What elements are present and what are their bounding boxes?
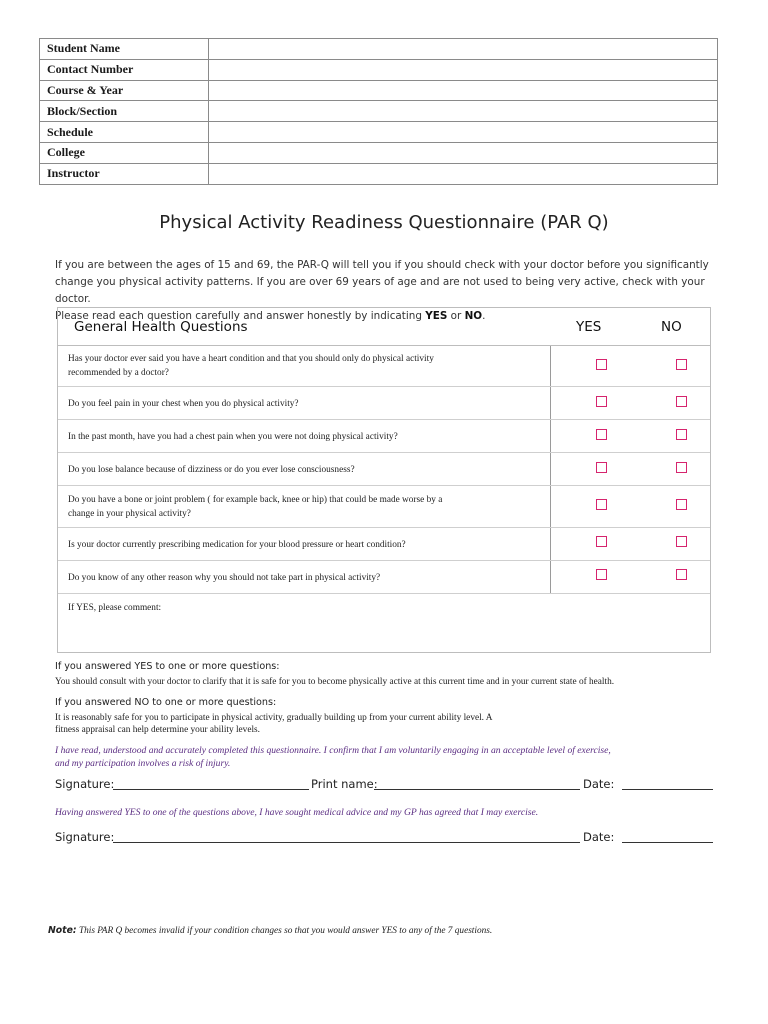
declaration-line: and my participation involves a risk of injury. xyxy=(55,758,231,769)
course-year-field[interactable] xyxy=(209,80,718,101)
question-row xyxy=(58,387,710,420)
schedule-field[interactable] xyxy=(209,122,718,143)
info-label: Student Name xyxy=(40,39,209,60)
no-column-header: NO xyxy=(661,319,682,335)
date-label: Date: xyxy=(583,830,615,844)
intro-text: or xyxy=(447,310,465,322)
question-line: Has your doctor ever said you have a heart condition and that you should only do physical activity xyxy=(68,354,434,364)
signature-label: Signature: xyxy=(55,777,115,791)
question-text: Do you lose balance because of dizziness or do you ever lose consciousness? xyxy=(68,465,355,475)
info-label: College xyxy=(40,142,209,163)
info-row-college xyxy=(40,142,718,163)
q2-no-checkbox[interactable] xyxy=(676,396,687,407)
signature-field[interactable] xyxy=(113,789,309,790)
q3-no-checkbox[interactable] xyxy=(676,429,687,440)
college-field[interactable] xyxy=(209,142,718,163)
signature-label: Signature: xyxy=(55,830,115,844)
info-row-student-name xyxy=(40,39,718,60)
yes-emphasis: YES xyxy=(425,310,448,322)
q3-yes-checkbox[interactable] xyxy=(596,429,607,440)
question-line: recommended by a doctor? xyxy=(68,368,169,378)
answered-no-body xyxy=(55,712,715,736)
info-label: Course & Year xyxy=(40,80,209,101)
info-label: Contact Number xyxy=(40,59,209,80)
block-section-field[interactable] xyxy=(209,101,718,122)
page-title: Physical Activity Readiness Questionnaire (PAR Q) xyxy=(159,212,609,233)
intro-text: . xyxy=(482,310,486,322)
print-name-label: Print name: xyxy=(311,777,378,791)
question-row xyxy=(58,561,710,594)
student-info-table xyxy=(39,38,718,185)
question-row xyxy=(58,346,710,387)
note-label: Note: xyxy=(48,925,77,936)
student-name-field[interactable] xyxy=(209,39,718,60)
info-row-block-section xyxy=(40,101,718,122)
answered-yes-body: You should consult with your doctor to clarify that it is safe for you to become physically active at this current time and in your current state of health. xyxy=(55,677,615,687)
question-row xyxy=(58,486,710,528)
q5-yes-checkbox[interactable] xyxy=(596,499,607,510)
question-text xyxy=(68,493,538,521)
footer-note xyxy=(48,925,492,936)
q7-no-checkbox[interactable] xyxy=(676,569,687,580)
intro-line: change you physical activity patterns. If you are over 69 years of age and are not used to being very active, check with your doctor. xyxy=(55,276,705,305)
question-text: Do you know of any other reason why you should not take part in physical activity? xyxy=(68,573,381,583)
question-row xyxy=(58,453,710,486)
print-name-field[interactable] xyxy=(374,789,580,790)
question-text: Do you feel pain in your chest when you do physical activity? xyxy=(68,399,299,409)
q6-no-checkbox[interactable] xyxy=(676,536,687,547)
yes-column-header: YES xyxy=(576,319,602,335)
gp-signature-field[interactable] xyxy=(113,842,580,843)
q1-yes-checkbox[interactable] xyxy=(596,359,607,370)
q4-yes-checkbox[interactable] xyxy=(596,462,607,473)
intro-text: Please read each question carefully and answer honestly by indicating xyxy=(55,310,426,322)
info-label: Instructor xyxy=(40,163,209,184)
declaration-line: I have read, understood and accurately completed this questionnaire. I confirm that I am voluntarily engaging in an acceptable level of exercise, xyxy=(55,745,611,756)
no-emphasis: NO xyxy=(464,310,483,322)
info-row-instructor xyxy=(40,163,718,184)
question-text: Is your doctor currently prescribing medication for your blood pressure or heart condition? xyxy=(68,540,406,550)
intro-line: If you are between the ages of 15 and 69, the PAR-Q will tell you if you should check with your doctor before you significantly xyxy=(55,259,709,271)
note-text: This PAR Q becomes invalid if your condition changes so that you would answer YES to any of the 7 questions. xyxy=(76,926,493,936)
answered-no-line: It is reasonably safe for you to participate in physical activity, gradually building up from your current ability level. A xyxy=(55,713,493,723)
gp-date-field[interactable] xyxy=(622,842,713,843)
q6-yes-checkbox[interactable] xyxy=(596,536,607,547)
question-row xyxy=(58,528,710,561)
gp-statement: Having answered YES to one of the questions above, I have sought medical advice and my GP has agreed that I may exercise. xyxy=(55,807,539,818)
q1-no-checkbox[interactable] xyxy=(676,359,687,370)
date-field[interactable] xyxy=(622,789,713,790)
info-row-course-year xyxy=(40,80,718,101)
q4-no-checkbox[interactable] xyxy=(676,462,687,473)
q5-no-checkbox[interactable] xyxy=(676,499,687,510)
info-row-contact-number xyxy=(40,59,718,80)
answered-no-line: fitness appraisal can help determine your ability levels. xyxy=(55,725,260,735)
answered-yes-heading: If you answered YES to one or more questions: xyxy=(55,661,280,672)
comment-label: If YES, please comment: xyxy=(68,603,162,613)
question-row xyxy=(58,420,710,453)
questions-header-title: General Health Questions xyxy=(74,319,248,335)
info-label: Schedule xyxy=(40,122,209,143)
instructor-field[interactable] xyxy=(209,163,718,184)
question-text: In the past month, have you had a chest pain when you were not doing physical activity? xyxy=(68,432,398,442)
contact-number-field[interactable] xyxy=(209,59,718,80)
answered-no-heading: If you answered NO to one or more questions: xyxy=(55,697,277,708)
questions-header xyxy=(58,308,710,346)
info-row-schedule xyxy=(40,122,718,143)
date-label: Date: xyxy=(583,777,615,791)
question-line: change in your physical activity? xyxy=(68,509,191,519)
declaration-statement xyxy=(55,744,725,770)
question-line: Do you have a bone or joint problem ( for example back, knee or hip) that could be made worse by a xyxy=(68,495,443,505)
q2-yes-checkbox[interactable] xyxy=(596,396,607,407)
info-label: Block/Section xyxy=(40,101,209,122)
questions-box xyxy=(57,307,711,653)
question-text xyxy=(68,352,538,380)
q7-yes-checkbox[interactable] xyxy=(596,569,607,580)
